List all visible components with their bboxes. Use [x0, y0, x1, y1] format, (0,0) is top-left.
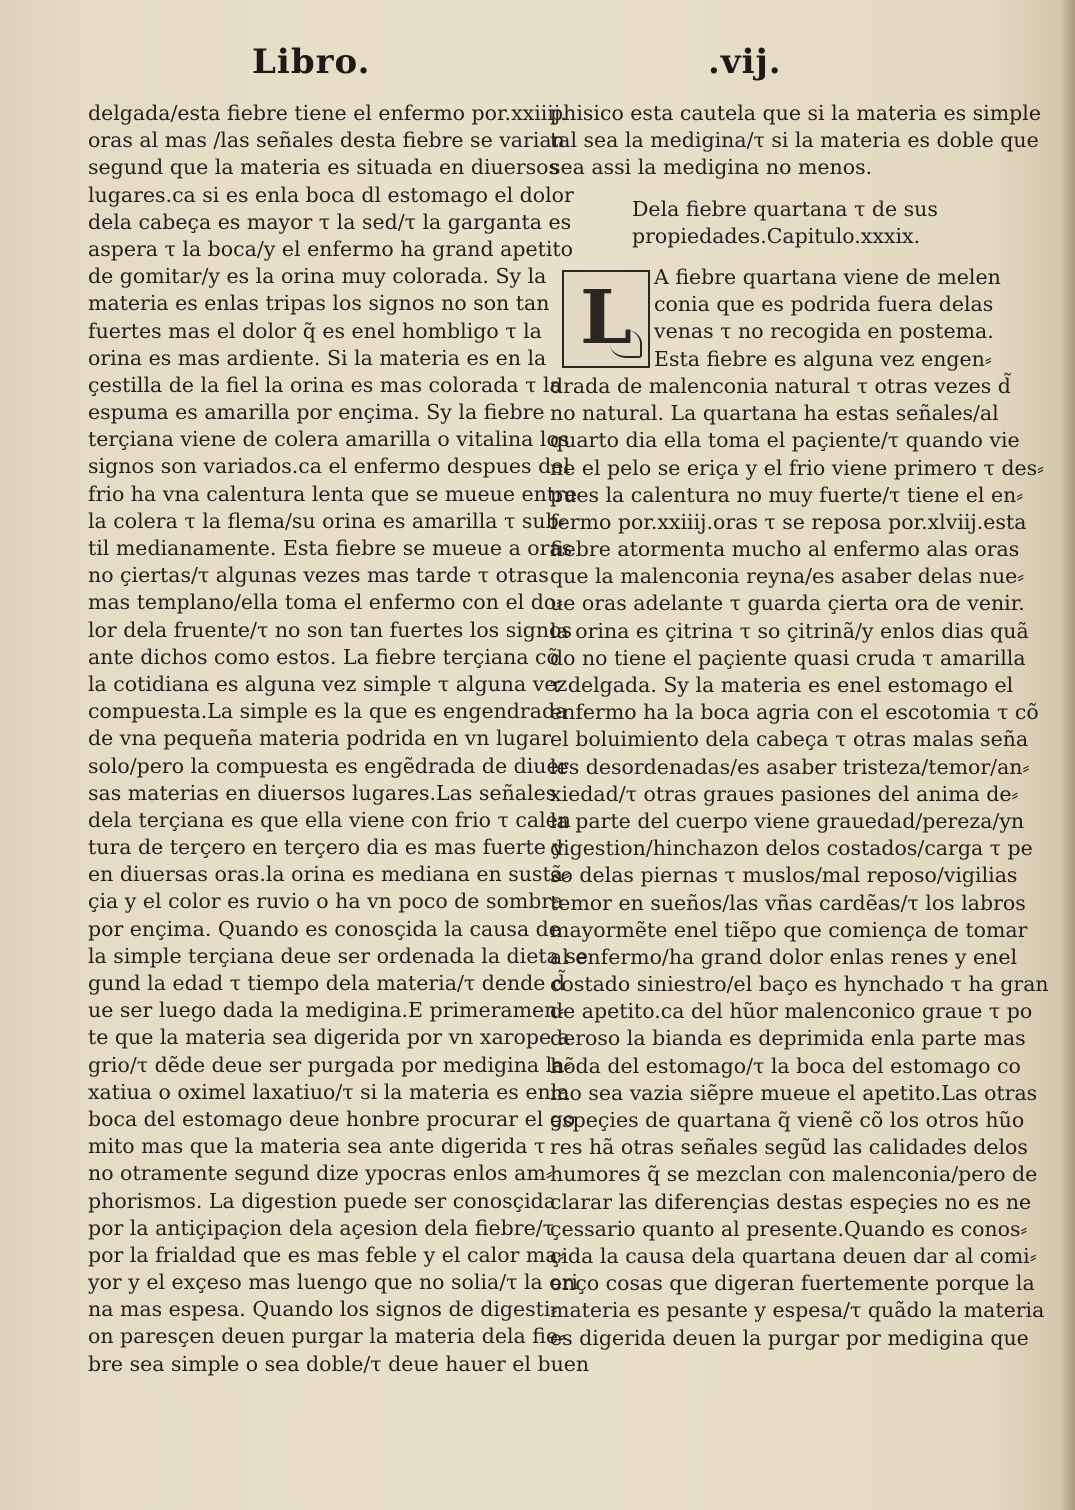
text-line: el boluimiento dela cabeça τ otras malas seña: [550, 727, 1029, 752]
text-line: al enfermo/ha grand dolor enlas renes y enel: [550, 944, 1018, 969]
text-line: no natural. La quartana ha estas señales/al: [550, 401, 999, 426]
text-line: la colera τ la flema/su orina es amarilla τ sub⸗: [88, 508, 566, 533]
text-line: terçiana viene de colera amarilla o vitalina los: [88, 427, 570, 452]
text-line: la parte del cuerpo viene grauedad/pereza/yn: [550, 808, 1025, 833]
text-line: materia es pesante y espesa/τ quãdo la materia: [550, 1298, 1045, 1323]
text-line: en diuersas oras.la orina es mediana en sustã⸗: [88, 862, 570, 887]
text-line: segund que la materia es situada en diuersos: [88, 155, 560, 180]
running-head-right: .vij.: [708, 42, 782, 82]
text-line: enço cosas que digeran fuertemente porque la: [550, 1271, 1035, 1296]
text-line: fermo por.xxiiij.oras τ se reposa por.xlviij.esta: [550, 509, 1027, 534]
text-line: fuertes mas el dolor q̃ es enel hombligo τ la: [88, 318, 542, 343]
text-line: quarto dia ella toma el paçiente/τ quando vie: [550, 428, 1020, 453]
text-line: espuma es amarilla por ençima. Sy la fiebre: [88, 400, 545, 425]
text-line: lor dela fruente/τ no son tan fuertes los signos: [88, 617, 572, 642]
text-line: compuesta.La simple es la que es engendrada: [88, 699, 568, 724]
running-head-left: Libro.: [252, 42, 371, 82]
text-line: ue oras adelante τ guarda çierta ora de venir.: [550, 591, 1025, 616]
text-line: no çiertas/τ algunas vezes mas tarde τ otras: [88, 563, 549, 588]
right-text-column: [550, 100, 1049, 1352]
text-line: do no tiene el paçiente quasi cruda τ amarilla: [550, 645, 1026, 670]
text-line: digestion/hinchazon delos costados/carga τ pe: [550, 836, 1033, 861]
text-line: venas τ no recogida en postema.: [654, 319, 994, 344]
text-line: la simple terçiana deue ser ordenada la dieta se: [88, 943, 588, 968]
text-line: la cotidiana es alguna vez simple τ alguna vez: [88, 671, 568, 696]
text-line: la orina es çitrina τ so çitrinã/y enlos dias quã: [550, 618, 1029, 643]
chapter-heading-line: Dela fiebre quartana τ de sus: [632, 196, 938, 221]
right-column-body: [550, 373, 1049, 1352]
text-line: res hã otras señales segũd las calidades delos: [550, 1135, 1028, 1160]
text-line: gund la edad τ tiempo dela materia/τ dende d̃: [88, 971, 566, 995]
text-line: mo sea vazia siẽpre mueue el apetito.Las otras: [550, 1080, 1038, 1105]
text-line: es digerida deuen la purgar por medigina que: [550, 1325, 1029, 1350]
text-line: de apetito.ca del hũor malenconico graue τ po: [550, 999, 1033, 1024]
text-line: deroso la bianda es deprimida enla parte mas: [550, 1026, 1026, 1051]
text-line: de gomitar/y es la orina muy colorada. Sy la: [88, 264, 547, 289]
text-line: dela terçiana es que ella viene con frio τ calen: [88, 807, 571, 832]
text-line: çida la causa dela quartana deuen dar al comi⸗: [550, 1243, 1037, 1268]
text-line: orina es mas ardiente. Si la materia es en la: [88, 345, 547, 370]
text-line: ue ser luego dada la medigina.E primeramen⸗: [88, 998, 565, 1023]
text-line: enfermo ha la boca agria con el escotomia τ cõ: [550, 700, 1039, 725]
text-line: A fiebre quartana viene de melen: [654, 264, 1001, 289]
text-line: fiebre atormenta mucho al enfermo alas oras: [550, 537, 1020, 562]
text-line: boca del estomago deue honbre procurar el go: [88, 1106, 576, 1131]
text-line: te que la materia sea digerida por vn xarope a: [88, 1025, 570, 1050]
text-line: por ençima. Quando es conosçida la causa de: [88, 916, 561, 941]
text-line: phisico esta cautela que si la materia es simple: [550, 101, 1041, 125]
text-line: que la malenconia reyna/es asaber delas nue⸗: [550, 564, 1025, 589]
text-line: costado siniestro/el baço es hynchado τ ha gran: [550, 972, 1049, 997]
text-line: drada de malenconia natural τ otras vezes d̃: [550, 373, 1011, 398]
text-line: mas templano/ella toma el enfermo con el do⸗: [88, 590, 563, 615]
text-line: delgada/esta fiebre tiene el enfermo por.xxiiij.: [88, 101, 567, 125]
text-line: ne el pelo se eriça y el frio viene primero τ des⸗: [550, 455, 1044, 480]
chapter-heading: [550, 196, 975, 250]
text-line: yor y el exçeso mas luengo que no solia/τ la ori: [88, 1270, 578, 1295]
text-line: sea assi la medigina no menos.: [550, 155, 873, 180]
right-column-continuation: [550, 100, 1041, 182]
text-line: dela cabeça es mayor τ la sed/τ la garganta es: [88, 209, 572, 234]
text-line: conia que es podrida fuera delas: [654, 292, 994, 317]
text-line: na mas espesa. Quando los signos de digesti⸗: [88, 1297, 558, 1322]
text-line: sas materias en diuersos lugares.Las señales: [88, 780, 557, 805]
text-line: de vna pequeña materia podrida en vn lugar: [88, 726, 551, 751]
text-line: ante dichos como estos. La fiebre terçiana cõ: [88, 644, 559, 669]
text-line: signos son variados.ca el enfermo despues del: [88, 454, 570, 479]
text-line: phorismos. La digestion puede ser conosçida: [88, 1188, 557, 1213]
text-line: frio ha vna calentura lenta que se mueue entre: [88, 481, 577, 506]
text-line: temor en sueños/las vñas cardẽas/τ los labros: [550, 890, 1026, 915]
text-line: çia y el color es ruvio o ha vn poco de sombra: [88, 889, 564, 914]
initial-adjacent-lines: [654, 264, 1001, 373]
text-line: espeçies de quartana q̃ vienẽ cõ los otros hũo: [550, 1108, 1025, 1132]
text-line: pues la calentura no muy fuerte/τ tiene el en⸗: [550, 482, 1024, 507]
text-line: hõda del estomago/τ la boca del estomago co: [550, 1053, 1021, 1078]
text-line: bre sea simple o sea doble/τ deue hauer el buen: [88, 1351, 590, 1376]
left-text-column: [88, 100, 590, 1378]
text-line: mayormẽte enel tiẽpo que comiença de tomar: [550, 917, 1028, 942]
text-line: til medianamente. Esta fiebre se mueue a oras: [88, 536, 573, 560]
text-line: solo/pero la compuesta es engẽdrada de diuer: [88, 753, 569, 778]
text-line: on paresçen deuen purgar la materia dela fie⸗: [88, 1324, 565, 1349]
text-line: çestilla de la fiel la orina es mas colorada τ la: [88, 372, 562, 397]
decorated-initial-letter: [562, 270, 650, 368]
text-line: Esta fiebre es alguna vez engen⸗: [654, 346, 992, 371]
text-line: mito mas que la materia sea ante digerida τ: [88, 1134, 546, 1159]
text-line: çessario quanto al presente.Quando es conos⸗: [550, 1216, 1028, 1241]
text-line: materia es enlas tripas los signos no son tan: [88, 291, 550, 316]
text-line: xiedad/τ otras graues pasiones del anima de⸗: [550, 781, 1019, 806]
text-line: por la antiçipaçion dela açesion dela fiebre/τ: [88, 1215, 554, 1240]
text-line: lugares.ca si es enla boca dl estomago el dolor: [88, 182, 574, 207]
chapter-heading-line: propiedades.Capitulo.xxxix.: [632, 223, 921, 248]
text-line: oras al mas /las señales desta fiebre se varian: [88, 128, 565, 153]
initial-letter-glyph: L: [579, 275, 633, 362]
text-line: so delas piernas τ muslos/mal reposo/vigilias: [550, 863, 1018, 888]
text-line: tal sea la medigina/τ si la materia es doble que: [550, 128, 1039, 153]
text-line: humores q̃ se mezclan con malenconia/pero de: [550, 1162, 1038, 1187]
initial-ornament-icon: [610, 330, 642, 358]
text-line: aspera τ la boca/y el enfermo ha grand apetito: [88, 236, 573, 261]
text-line: xatiua o oximel laxatiuo/τ si la materia es enla: [88, 1079, 570, 1104]
text-line: τ delgada. Sy la materia es enel estomago el: [550, 673, 1014, 697]
text-line: les desordenadas/es asaber tristeza/temor/an⸗: [550, 754, 1030, 779]
chapter-opening: [550, 264, 1001, 373]
text-line: grio/τ dẽde deue ser purgada por medigina la⸗: [88, 1052, 572, 1077]
text-line: por la frialdad que es mas feble y el calor ma⸗: [88, 1242, 565, 1267]
text-line: clarar las diferençias destas espeçies no es ne: [550, 1189, 1032, 1214]
text-line: no otramente segund dize ypocras enlos am⸗: [88, 1161, 553, 1186]
text-line: tura de terçero en terçero dia es mas fuerte y: [88, 835, 564, 860]
